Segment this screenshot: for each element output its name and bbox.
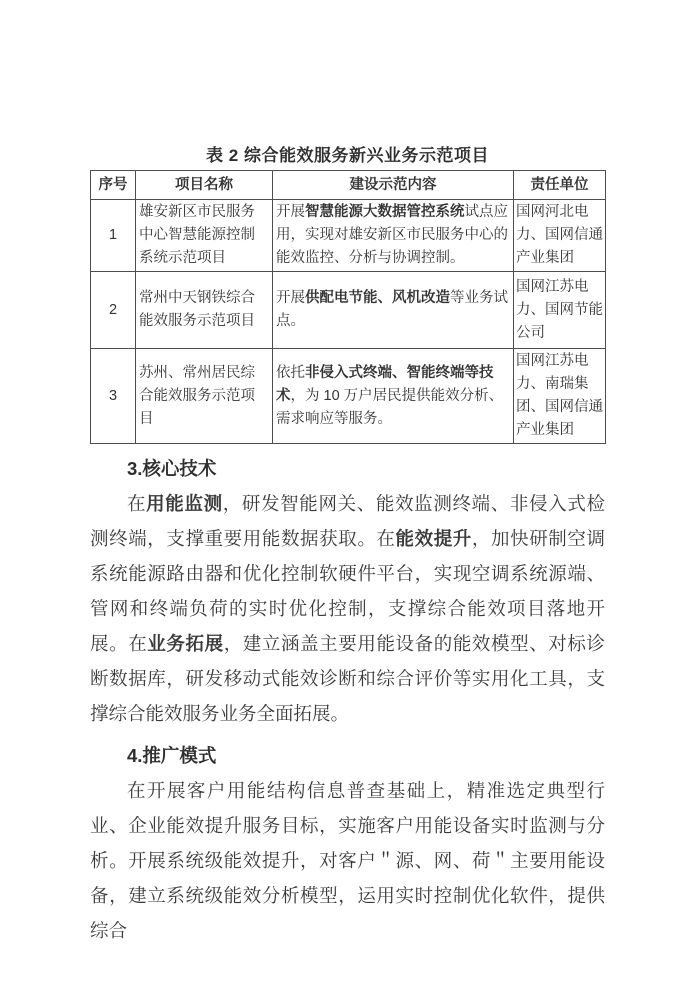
cell-unit: 国网江苏电力、南瑞集团、国网信通产业集团 — [514, 349, 606, 444]
text-run: 开展 — [276, 204, 305, 220]
text-run: 供配电节能、风机改造 — [305, 290, 450, 306]
text-run: 等业务试点。 — [276, 290, 508, 329]
text-run: ，建立涵盖主要用能设备的能效模型、对标诊断数据库，研发移动式能效诊断和综合评价等实用化工具，支撑综合能效服务业务全面拓展。 — [90, 633, 605, 724]
text-run: 非侵入式终端、智能终端等技术 — [276, 364, 494, 404]
paragraph-core-technology — [90, 486, 605, 731]
text-run: 能效提升 — [395, 528, 472, 549]
cell-project-name: 苏州、常州居民综合能效服务示范项目 — [136, 349, 273, 444]
cell-index: 2 — [91, 272, 136, 349]
table-row — [91, 272, 606, 349]
text-run: 试点应用，实现对雄安新区市民服务中心的能效监控、分析与协调控制。 — [276, 204, 508, 266]
table-row — [91, 200, 606, 272]
text-run: ，加快研制空调系统能源路由器和优化控制软硬件平台，实现空调系统源端、管网和终端负荷的实时优化控制，支撑综合能效项目落地开展。在 — [90, 528, 605, 654]
table-title: 表 2 综合能效服务新兴业务示范项目 — [206, 146, 489, 165]
text-run: 业务拓展 — [147, 633, 224, 654]
text-run: 智慧能源大数据管控系统 — [305, 204, 465, 220]
header-cell-content: 建设示范内容 — [273, 171, 514, 200]
text-run: 在开展客户用能结构信息普查基础上，精准选定典型行业、企业能效提升服务目标，实施客户用能设备实时监测与分析。开展系统级能效提升，对客户＂源、网、荷＂主要用能设备，建立系统级能效分析模型，运用实时控制优化软件，提供综合 — [90, 780, 605, 941]
cell-content — [273, 200, 514, 272]
table-header-row — [91, 171, 606, 200]
text-run: 依托 — [276, 364, 305, 381]
cell-content — [273, 272, 514, 349]
text-run: 用能监测 — [146, 493, 223, 514]
cell-unit: 国网江苏电力、国网节能公司 — [514, 272, 606, 349]
cell-index: 1 — [91, 200, 136, 272]
section-heading-promotion-model: 4.推广模式 — [127, 745, 217, 766]
text-run: 在 — [127, 493, 147, 514]
document-content — [90, 141, 605, 948]
cell-project-name: 常州中天钢铁综合能效服务示范项目 — [136, 272, 273, 349]
cell-project-name: 雄安新区市民服务中心智慧能源控制系统示范项目 — [136, 200, 273, 272]
header-cell-index: 序号 — [91, 171, 136, 200]
section-heading-core-technology: 3.核心技术 — [127, 458, 217, 479]
text-run: ，研发智能网关、能效监测终端、非侵入式检测终端，支撑重要用能数据获取。在 — [90, 493, 605, 549]
table-row — [91, 349, 606, 444]
header-cell-unit: 责任单位 — [514, 171, 606, 200]
text-run: ，为 10 万户居民提供能效分析、需求响应等服务。 — [276, 387, 504, 427]
cell-content — [273, 349, 514, 444]
cell-index: 3 — [91, 349, 136, 444]
text-run: 开展 — [276, 290, 305, 306]
paragraph-promotion-model — [90, 773, 605, 948]
cell-unit: 国网河北电力、国网信通产业集团 — [514, 200, 606, 272]
header-cell-project-name: 项目名称 — [136, 171, 273, 200]
demo-projects-table — [90, 170, 606, 444]
